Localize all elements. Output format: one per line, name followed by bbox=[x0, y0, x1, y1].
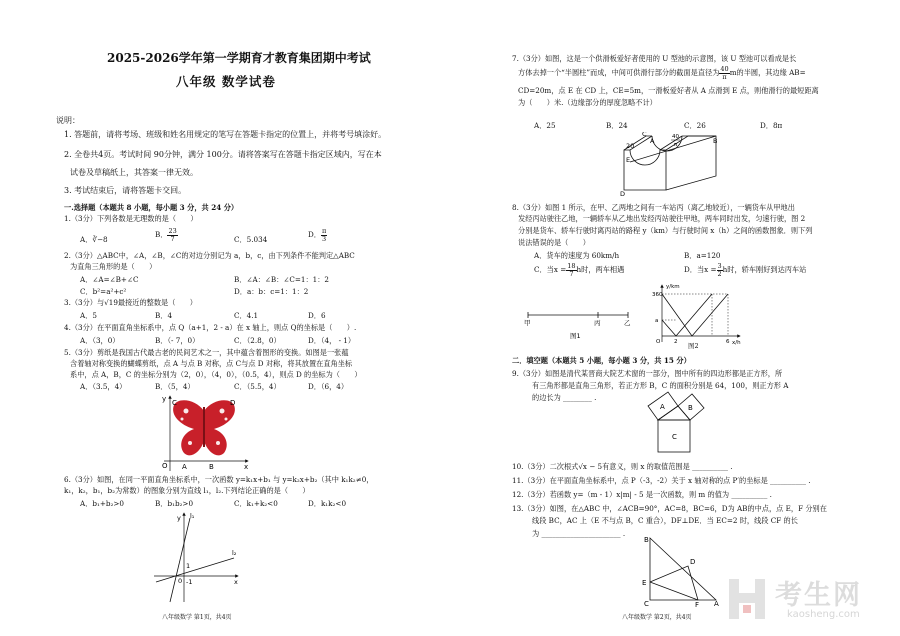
q8-label-yi: 乙 bbox=[624, 319, 631, 327]
q6-line-graph-figure bbox=[150, 510, 242, 604]
q13-segments bbox=[650, 566, 698, 600]
q6-label-l1: l₁ bbox=[190, 512, 195, 520]
q1-b-numerator: 23 bbox=[168, 227, 177, 235]
q8-truck-line bbox=[662, 294, 728, 336]
q4-option-c: C．（2.8，0） bbox=[234, 336, 281, 345]
q5-label-d: D bbox=[230, 399, 236, 407]
q6-label-l2: l₂ bbox=[232, 549, 237, 557]
q7-label-d: D bbox=[620, 190, 626, 196]
q2-option-a: A．∠A=∠B+∠C bbox=[80, 275, 139, 284]
q13-stem: 13.（3分）如图，在△ABC 中，∠ACB=90°，AC=8，BC=6，D为 AB的中点，点 E，F 分别在 bbox=[512, 504, 827, 513]
q8-d-den: 2 bbox=[717, 269, 722, 278]
q5-label-x: x bbox=[244, 463, 249, 471]
q10-stem: 10.（3分）二次根式√x − 5有意义，则 x 的取值范围是 __________ . bbox=[512, 462, 733, 471]
q6-line-l1 bbox=[170, 518, 193, 602]
q6-label-neg1: -1 bbox=[186, 578, 193, 586]
q8-fig1-caption: 图1 bbox=[570, 332, 581, 340]
q9-stem: 9.（3分）如图是清代某晋商大院艺术窗的一部分，图中所有的四边形都是正方形，所 bbox=[512, 369, 783, 378]
q4-option-b: B．（- 7，0） bbox=[155, 336, 200, 345]
watermark-text-en: kaosheng.com bbox=[787, 609, 860, 620]
q5-label-c: C bbox=[172, 399, 177, 407]
q8-d-num: 3 bbox=[717, 262, 722, 270]
exam-subtitle: 八年级 数学试卷 bbox=[176, 74, 276, 89]
q8-option-b: B．a=120 bbox=[684, 251, 721, 260]
q6-stem-cont: k₁，k₂，b₁，b₂为常数）的图象分别为直线 l₁，l₂.下列结论正确的是（ ） bbox=[64, 486, 310, 495]
q8-fig2-caption: 图2 bbox=[688, 342, 699, 350]
q5-stem: 5.（3分）剪纸是我国古代最古老的民间艺术之一，其中蕴含着图形的变换。如图是一张蕴 bbox=[64, 348, 349, 357]
q8-option-c: C．当x = $\frac{18}{7}$ h时，两车相遇 bbox=[534, 262, 625, 278]
q13-label-b: B bbox=[644, 536, 649, 544]
q6-line-l2 bbox=[156, 558, 234, 582]
q13-triangle-figure bbox=[640, 534, 722, 608]
q8-car-line bbox=[662, 294, 712, 336]
q7-stem-cont2: CD=20m，点 E 在 CD 上，CE=5m，一滑板爱好者从 A 点滑到 E 点，则他滑行的最短距离 bbox=[518, 86, 819, 95]
q8-figure1 bbox=[524, 305, 634, 341]
q5-option-c: C．（5.5，4） bbox=[234, 382, 281, 391]
instruction-3: 3. 考试结束后，请将答题卡交回。 bbox=[64, 186, 187, 195]
watermark-logo bbox=[727, 573, 897, 629]
footer-page2: 八年级数学 第2页，共4页 bbox=[622, 614, 692, 621]
q7-option-d: D．8π bbox=[760, 121, 783, 130]
q13-label-a: A bbox=[714, 600, 719, 608]
q7-label-pi: π bbox=[674, 142, 678, 148]
q9-stem-cont2: 的边长为 ________ . bbox=[532, 393, 597, 402]
exam-title: 2025-2026学年第一学期育才教育集团期中考试 bbox=[107, 51, 371, 65]
q7-frac-num: 40 bbox=[720, 65, 729, 73]
q4-stem: 4.（3分）在平面直角坐标系中，点 Q（a+1，2 - a）在 x 轴上，则点 Q的坐标是（ ）. bbox=[64, 323, 357, 332]
q8-option-d: D．当x = $\frac{3}{2}$ h时，轿车刚好到达丙车站 bbox=[684, 262, 807, 278]
q7-stem-cont3: 为（ ）米.（边缘部分的厚度忽略不计） bbox=[518, 98, 657, 107]
q1-d-denominator: 3 bbox=[322, 234, 327, 243]
q5-label-o: O bbox=[162, 462, 168, 470]
q13-label-e: E bbox=[642, 579, 647, 587]
q7-label-20: 20 bbox=[626, 142, 635, 150]
q8-f2-label-x: x/h bbox=[732, 340, 741, 346]
section2-title: 二．填空题（本题共 5 小题，每小题 3 分，共 15 分） bbox=[512, 356, 691, 365]
q13-label-c: C bbox=[644, 600, 649, 608]
q1-b-denominator: 7 bbox=[170, 234, 175, 243]
q7-stem-cont1: 方体去掉一个“半圆柱”而成，中间可供滑行部分的截面是直径为 $\frac{40}{\pi}$ m的半圆，其边缘 AB= bbox=[518, 65, 806, 81]
q1-d-numerator: π bbox=[321, 227, 327, 235]
q7-label-b: B bbox=[713, 137, 718, 145]
instruction-2b: 试卷及草稿纸上，其答案一律无效。 bbox=[70, 168, 198, 177]
q7-frac-den: π bbox=[722, 72, 727, 81]
q8-c-num: 18 bbox=[567, 262, 576, 270]
q3-stem: 3.（3分）与√19最接近的整数是（ ） bbox=[64, 298, 197, 307]
q13-triangle-abc bbox=[650, 538, 716, 600]
q7-option-b: B．24 bbox=[606, 121, 628, 130]
q2-option-c: C．b²=a²+c² bbox=[80, 287, 127, 296]
q2-option-d: D．a：b：c=1：1：2 bbox=[234, 287, 309, 296]
q1-option-c: C．5.034 bbox=[234, 235, 268, 244]
q7-label-e: E bbox=[626, 156, 631, 164]
watermark-icon bbox=[727, 575, 771, 623]
q5-option-a: A．（3.5，4） bbox=[80, 382, 127, 391]
q8-stem: 8.（3分）如图 1 所示，在甲、乙两地之间有一车站丙（离乙地较近），一辆货车从甲地出 bbox=[512, 203, 795, 212]
q8-f2-label-2: 2 bbox=[674, 339, 678, 345]
q8-f2-label-6: 6 bbox=[726, 339, 730, 345]
q5-stem-cont1: 含着轴对称变换的蝴蝶剪纸，点 A 与点 B 对称，点 C与点 D 对称，将其放置在直角坐标 bbox=[70, 359, 353, 368]
instructions-label: 说明： bbox=[56, 116, 80, 125]
q9-label-a: A bbox=[660, 403, 665, 411]
q7-stem: 7.（3分）如图，这是一个供滑板爱好者使用的 U 型池的示意图，该 U 型池可以看成是长 bbox=[512, 54, 797, 63]
q9-stem-cont1: 有三角形都是直角三角形，若正方形 B，C 的面积分别是 64，100，则正方形 A bbox=[532, 381, 789, 390]
q3-option-b: B．4 bbox=[155, 311, 173, 320]
q5-option-b: B．（5，4） bbox=[155, 382, 195, 391]
q3-option-a: A．5 bbox=[80, 311, 97, 320]
section1-title: 一.选择题（本题共 8 小题，每小题 3 分，共 24 分） bbox=[64, 203, 239, 212]
q8-f2-label-360: 360 bbox=[652, 292, 663, 298]
q8-stem-cont3: 说法错误的是（ ） bbox=[518, 238, 590, 247]
q6-label-1: 1 bbox=[186, 562, 191, 570]
q8-f2-label-y: y/km bbox=[666, 284, 680, 290]
q4-option-d: D．（4， - 1） bbox=[308, 336, 356, 345]
q7-label-c: C bbox=[642, 132, 647, 138]
q13-label-f: F bbox=[695, 601, 700, 608]
q13-stem-cont1: 线段 BC，AC 上（E 不与点 B，C 重合），DF⊥DE．当 EC=2 时，线段 CF 的长 bbox=[532, 516, 798, 525]
q6-label-y: y bbox=[177, 514, 181, 522]
q9-label-c: C bbox=[672, 433, 677, 441]
q8-stem-cont1: 发经丙站驶往乙地，一辆轿车从乙地出发经丙站驶往甲地，两车同时出发，匀速行驶，图 2 bbox=[518, 214, 806, 223]
q2-stem-cont: 为直角三角形的是（ ） bbox=[70, 262, 157, 271]
watermark-text-cn: 考生网 bbox=[775, 580, 862, 611]
q12-stem: 12.（3分）若函数 y=（m - 1）x|m| - 5 是一次函数，则 m 的值为 __________ . bbox=[512, 490, 772, 499]
q3-option-d: D．6 bbox=[308, 311, 326, 320]
q6-option-d: D．k₁k₂<0 bbox=[308, 499, 347, 508]
q5-label-b: B bbox=[209, 463, 214, 471]
q8-figure2 bbox=[652, 282, 748, 348]
q7-label-a: A bbox=[650, 137, 655, 145]
q8-option-a: A．货车的速度为 60km/h bbox=[534, 251, 620, 260]
q9-label-b: B bbox=[688, 404, 693, 412]
q8-f2-label-a: a bbox=[655, 318, 659, 324]
q5-option-d: D．（6，4） bbox=[308, 382, 349, 391]
q8-stem-cont2: 分别是货车、轿车行驶时离丙站的路程 y（km）与行驶时间 x（h）之间的函数图象．则下列 bbox=[518, 226, 813, 235]
q1-option-d: D． $\frac{\pi}{3}$ bbox=[308, 227, 327, 243]
q8-label-bing: 丙 bbox=[594, 319, 601, 327]
q6-label-x: x bbox=[234, 578, 238, 586]
q2-option-b: B．∠A：∠B：∠C=1：1：2 bbox=[234, 275, 329, 284]
instruction-2: 2. 全卷共4页。考试时间 90分钟，满分 100分。请将答案写在答题卡指定区域内，写在本 bbox=[64, 150, 382, 159]
q6-option-a: A．b₁+b₂>0 bbox=[80, 499, 124, 508]
q13-label-d: D bbox=[690, 558, 696, 566]
q1-option-b: B． $\frac{23}{7}$ bbox=[155, 227, 177, 243]
q6-label-o: 0 bbox=[178, 577, 183, 585]
q5-butterfly-figure bbox=[160, 393, 252, 473]
q1-stem: 1.（3分）下列各数是无理数的是（ ） bbox=[64, 214, 198, 223]
q4-option-a: A．（3，0） bbox=[80, 336, 120, 345]
q7-u-pool-figure bbox=[620, 132, 720, 196]
q7-label-40: 40 bbox=[672, 134, 679, 140]
q8-c-den: 7 bbox=[569, 269, 574, 278]
q2-stem: 2.（3分）△ABC中，∠A，∠B，∠C的对边分别记为 a，b，c，由下列条件不能判定△ABC bbox=[64, 251, 355, 260]
q9-squares-figure bbox=[640, 388, 712, 458]
instruction-1: 1. 答题前，请将考场、班级和姓名用规定的笔写在答题卡指定的位置上，并将考号填涂好。 bbox=[64, 130, 387, 139]
q7-front-face bbox=[624, 150, 666, 190]
q6-stem: 6.（3分）如图，在同一平面直角坐标系中，一次函数 y=k₁x+b₁ 与 y=k₂x+b₂（其中 k₁k₂≠0， bbox=[64, 475, 374, 484]
footer-page1: 八年级数学 第1页，共4页 bbox=[162, 614, 232, 621]
q8-label-jia: 甲 bbox=[524, 319, 531, 327]
q11-stem: 11.（3分）在平面直角坐标系中，点 P（-3，-2）关于 x 轴对称的点 P′的坐标是 __________ . bbox=[512, 476, 811, 485]
q6-option-b: B．b₁b₂>0 bbox=[155, 499, 194, 508]
q5-label-a: A bbox=[182, 463, 187, 471]
q1-option-a: A．∛−8 bbox=[80, 235, 108, 244]
q8-f2-label-o: O bbox=[656, 339, 661, 345]
q3-option-c: C．4.1 bbox=[234, 311, 259, 320]
q6-option-c: C．k₁+k₂<0 bbox=[234, 499, 278, 508]
q5-stem-cont2: 系中，点 A，B，C 的坐标分别为（2，0），（4，0），（0.5，4），则点 D 的坐标为（ ） bbox=[70, 370, 362, 379]
q7-option-a: A．25 bbox=[534, 121, 556, 130]
q5-label-y: y bbox=[162, 395, 167, 403]
q13-stem-cont2: 为 ______________________ . bbox=[532, 529, 626, 538]
q7-option-c: C．26 bbox=[684, 121, 706, 130]
